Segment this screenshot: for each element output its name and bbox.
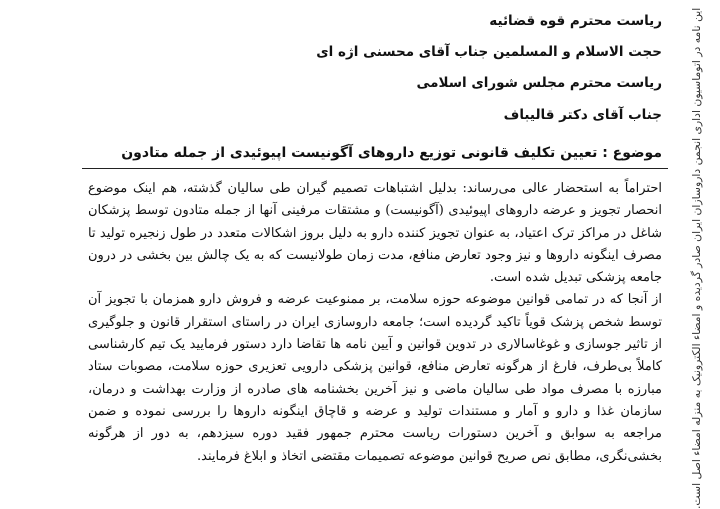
body-paragraph-1: احتراماً به استحضار عالی می‌رساند: بدلیل اشتباهات تصمیم گیران طی سالیان گذشته، هم اینک موضوع انحصار تجویز و عرضه داروهای اپیوئیدی (آگونیست) و مشتقات مرفینی آنها از جمله متادون توسط پزشکان شاغل در مراکز ترک اعتیاد، به عنوان تجویز کننده دارو به دلیل بروز اشکالات متعدد در طول زنجیره تولید تا مصرف اینگونه داروها و نیز وجود تعارض منافع، مدت زمان طولانیست که به یک چالش بین بخشی در درون جامعه پزشکی تبدیل شده است. [88, 181, 662, 286]
body-paragraph-2: از آنجا که در تمامی قوانین موضوعه حوزه سلامت، بر ممنوعیت عرضه و فروش دارو همزمان با تجویز آن توسط شخص پزشک قویاً تاکید گردیده است؛ جامعه داروسازی ایران در راستای استقرار قانون و جلوگیری از تاثیر جوسازی و غوغاسالاری در تدوین قوانین و آیین نامه ها تقاضا دارد دستور فرمایید یک تیم کارشناسی کاملاً بی‌طرف، فارغ از هرگونه تعارض منافع، قوانین پزشکی دارویی تعزیری حوزه سلامت، مصوبات ستاد مبارزه با مصرف مواد طی سالیان ماضی و نیز آخرین بخشنامه های صادره از وزارت بهداشت و درمان، سازمان غذا و دارو و آمار و مستندات تولید و عرضه و قاچاق اینگونه داروها را بررسی نموده و ضمن مراجعه به سوابق و آخرین دستورات ریاست محترم جمهور فقید دوره سیزدهم، به دور از هرگونه بخشی‌نگری، مطابق نص صریح قوانین موضوعه تصمیمات مقتضی اتخاذ و ابلاغ فرمایند. [88, 292, 662, 464]
addressee-line-3: ریاست محترم مجلس شورای اسلامی [416, 75, 662, 91]
addressee-line-2: حجت الاسلام و المسلمین جناب آقای محسنی اژه ای [316, 44, 662, 60]
electronic-signature-note: این نامه در اتوماسیون اداری انجمن داروسازان ایران صادر گردیده و امضاء الکترونیک به منزله امضاء اصل است. [690, 8, 703, 509]
addressee-line-4: جناب آقای دکتر قالیباف [503, 107, 662, 123]
subject-divider [82, 168, 668, 169]
letter-subject: موضوع : تعیین تکلیف قانونی توزیع داروهای آگونیست اپیوئیدی از جمله متادون [121, 145, 662, 161]
letter-body [88, 178, 662, 468]
addressee-line-1: ریاست محترم قوه قضائیه [489, 13, 662, 29]
